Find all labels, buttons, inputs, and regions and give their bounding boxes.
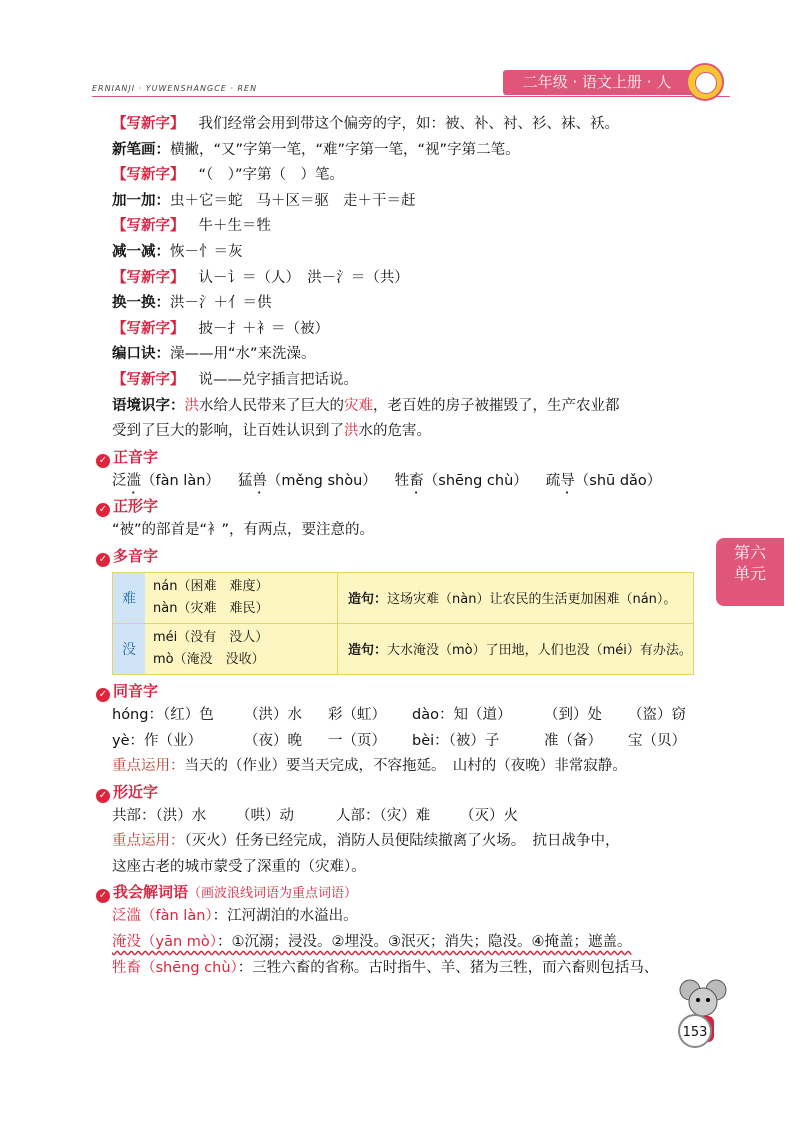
- jieci-line: [112, 930, 712, 956]
- tongyin-row-2: [112, 729, 712, 755]
- write-line-6: 【写新字】 说——兑字插言把话说。: [112, 371, 358, 388]
- duoyin-sentence: 造句： 这场灾难（nàn）让农民的生活更加困难（nán）。: [348, 592, 677, 608]
- jieci-definition: ：江河湖泊的水溢出。: [212, 908, 358, 925]
- write-line-3: 【写新字】 牛＋生＝牲: [112, 218, 271, 235]
- xingjin-item: （哄）动: [236, 807, 294, 824]
- tongyin-item: yè：作（业）: [112, 732, 203, 749]
- zhengyin-item: [112, 473, 220, 489]
- jieci-word: 牲畜（shēng chù）: [112, 959, 238, 976]
- tongyin-focus: 重点运用：当天的（作业）要当天完成，不容拖延。 山村的（夜晚）非常寂静。: [112, 758, 627, 775]
- zhengyin-char: 泛: [112, 472, 127, 489]
- jieci-word: 淹没（yān mò）: [112, 934, 218, 951]
- tongyin-item: （盗）窃: [628, 706, 686, 723]
- tongyin-row-1: [112, 703, 712, 729]
- section-duoyin: ✓ 多音字: [96, 544, 712, 568]
- xingjin-item: 人部：（灾）难: [336, 807, 431, 824]
- zhengxing-line: “被”的部首是“衤”，有两点，要注意的。: [112, 522, 375, 539]
- check-icon: ✓: [96, 553, 110, 567]
- side-unit-tab: [716, 538, 784, 606]
- tongyin-item: （夜）晚: [244, 732, 302, 749]
- zhengyin-dotted-char: 滥: [126, 472, 141, 489]
- header-seal-icon: [686, 63, 724, 101]
- zhengyin-char: 疏: [545, 472, 561, 489]
- jieci-definition: ：①沉溺；浸没。②埋没。③泯灭；消失；隐没。④掩盖；遮盖。: [217, 934, 632, 951]
- context-line-2: 受到了巨大的影响，让百姓认识到了洪水的危害。: [112, 423, 431, 440]
- new-stroke-line: 新笔画：横撇，“又”字第一笔，“难”字第一笔，“视”字第二笔。: [112, 141, 520, 158]
- xingjin-row-1: [112, 804, 712, 830]
- write-line-4: 【写新字】 认－讠＝（人） 洪－氵＝（共）: [112, 269, 409, 286]
- zhengyin-row: [112, 469, 712, 495]
- tongyin-item: 彩（虹）: [328, 706, 386, 723]
- page-content: [98, 112, 712, 981]
- context-line-1: 语境识字：洪水给人民带来了巨大的灾难，老百姓的房子被摧毁了，生产农业都: [112, 397, 620, 414]
- duoyin-table: [112, 572, 694, 675]
- write-line-5: 【写新字】 披－扌＋衤＝（被）: [112, 320, 329, 337]
- duoyin-char: 没: [113, 624, 145, 674]
- duoyin-row: [113, 624, 693, 674]
- tongyin-item: hóng：（红）色: [112, 706, 214, 723]
- check-icon: ✓: [96, 889, 110, 903]
- add-line: 加一加：虫＋它＝蛇 马＋区＝驱 走＋干＝赶: [112, 192, 416, 209]
- duoyin-sentence: 造句： 大水淹没（mò）了田地，人们也没（méi）有办法。: [348, 643, 692, 659]
- subtract-line: 减一减：恢－忄＝灰: [112, 243, 243, 260]
- zhengyin-pinyin: （shū dǎo）: [574, 472, 662, 489]
- section-xingjin: ✓ 形近字: [96, 780, 712, 804]
- check-icon: ✓: [96, 454, 110, 468]
- duoyin-readings: nán（困难 难度） nàn（灾难 难民）: [145, 573, 338, 623]
- side-unit-tab-label: 第六单元: [733, 543, 766, 583]
- tongyin-item: 宝（贝）: [628, 732, 686, 749]
- check-icon: ✓: [96, 789, 110, 803]
- section-zhengyin: ✓ 正音字: [96, 445, 712, 469]
- header-english: ERNIANJI · YUWENSHANGCE · REN: [92, 84, 258, 93]
- zhengyin-dotted-char: 兽: [252, 472, 267, 489]
- zhengyin-dotted-char: 导: [560, 472, 575, 489]
- section-zhengxing: ✓ 正形字: [96, 494, 712, 518]
- zhengyin-item: [546, 473, 662, 489]
- zhengyin-char: 牲: [394, 472, 410, 489]
- duoyin-char: 难: [113, 573, 145, 623]
- zhengyin-pinyin: （fàn làn）: [141, 472, 220, 489]
- xingjin-item: 共部：（洪）水: [112, 807, 207, 824]
- zhengyin-item: [395, 473, 528, 489]
- swap-line: 换一换：洪－氵＋亻＝供: [112, 295, 272, 312]
- check-icon: ✓: [96, 503, 110, 517]
- tongyin-item: （洪）水: [244, 706, 302, 723]
- tongyin-item: dào：知（道）: [412, 706, 512, 723]
- section-tongyin: ✓ 同音字: [96, 679, 712, 703]
- zhengyin-item: [238, 473, 377, 489]
- xingjin-focus-2: 这座古老的城市蒙受了深重的（灾难）。: [112, 858, 366, 875]
- jieci-line: [112, 956, 712, 982]
- tongyin-item: （到）处: [544, 706, 602, 723]
- check-icon: ✓: [96, 688, 110, 702]
- write-line-1: 【写新字】 我们经常会用到带这个偏旁的字，如：被、补、衬、衫、袜、袄。: [112, 116, 619, 132]
- jieci-word: 泛滥（fàn làn）: [112, 908, 213, 925]
- zhengyin-dotted-char: 畜: [409, 472, 424, 489]
- xingjin-item: （灭）火: [460, 807, 518, 824]
- section-jieci: ✓ 我会解词语（画波浪线词语为重点词语）: [96, 880, 712, 904]
- rhyme-line: 编口诀：澡——用“水”来洗澡。: [112, 346, 316, 363]
- xingjin-focus-1: 重点运用：（灭火）任务已经完成，消防人员便陆续撤离了火场。 抗日战争中，: [112, 833, 620, 850]
- jieci-line: [112, 904, 712, 930]
- header-rule: [92, 96, 730, 97]
- tongyin-item: 准（备）: [544, 732, 602, 749]
- duoyin-row: [113, 573, 693, 624]
- header-badge: 二年级 · 语文上册 · 人: [503, 70, 691, 95]
- page-number: 153: [678, 1014, 712, 1048]
- tongyin-item: 一（页）: [328, 732, 386, 749]
- zhengyin-pinyin: （měng shòu）: [266, 472, 377, 489]
- duoyin-readings: méi（没有 没人） mò（淹没 没收）: [145, 624, 338, 674]
- tongyin-item: bèi：（被）子: [412, 732, 500, 749]
- zhengyin-char: 猛: [237, 472, 253, 489]
- zhengyin-pinyin: （shēng chù）: [423, 472, 528, 489]
- jieci-definition: ：三牲六畜的省称。古时指牛、羊、猪为三牲，而六畜则包括马、: [237, 959, 659, 976]
- write-line-2: 【写新字】 “（ ）”字第（ ）笔。: [112, 167, 345, 184]
